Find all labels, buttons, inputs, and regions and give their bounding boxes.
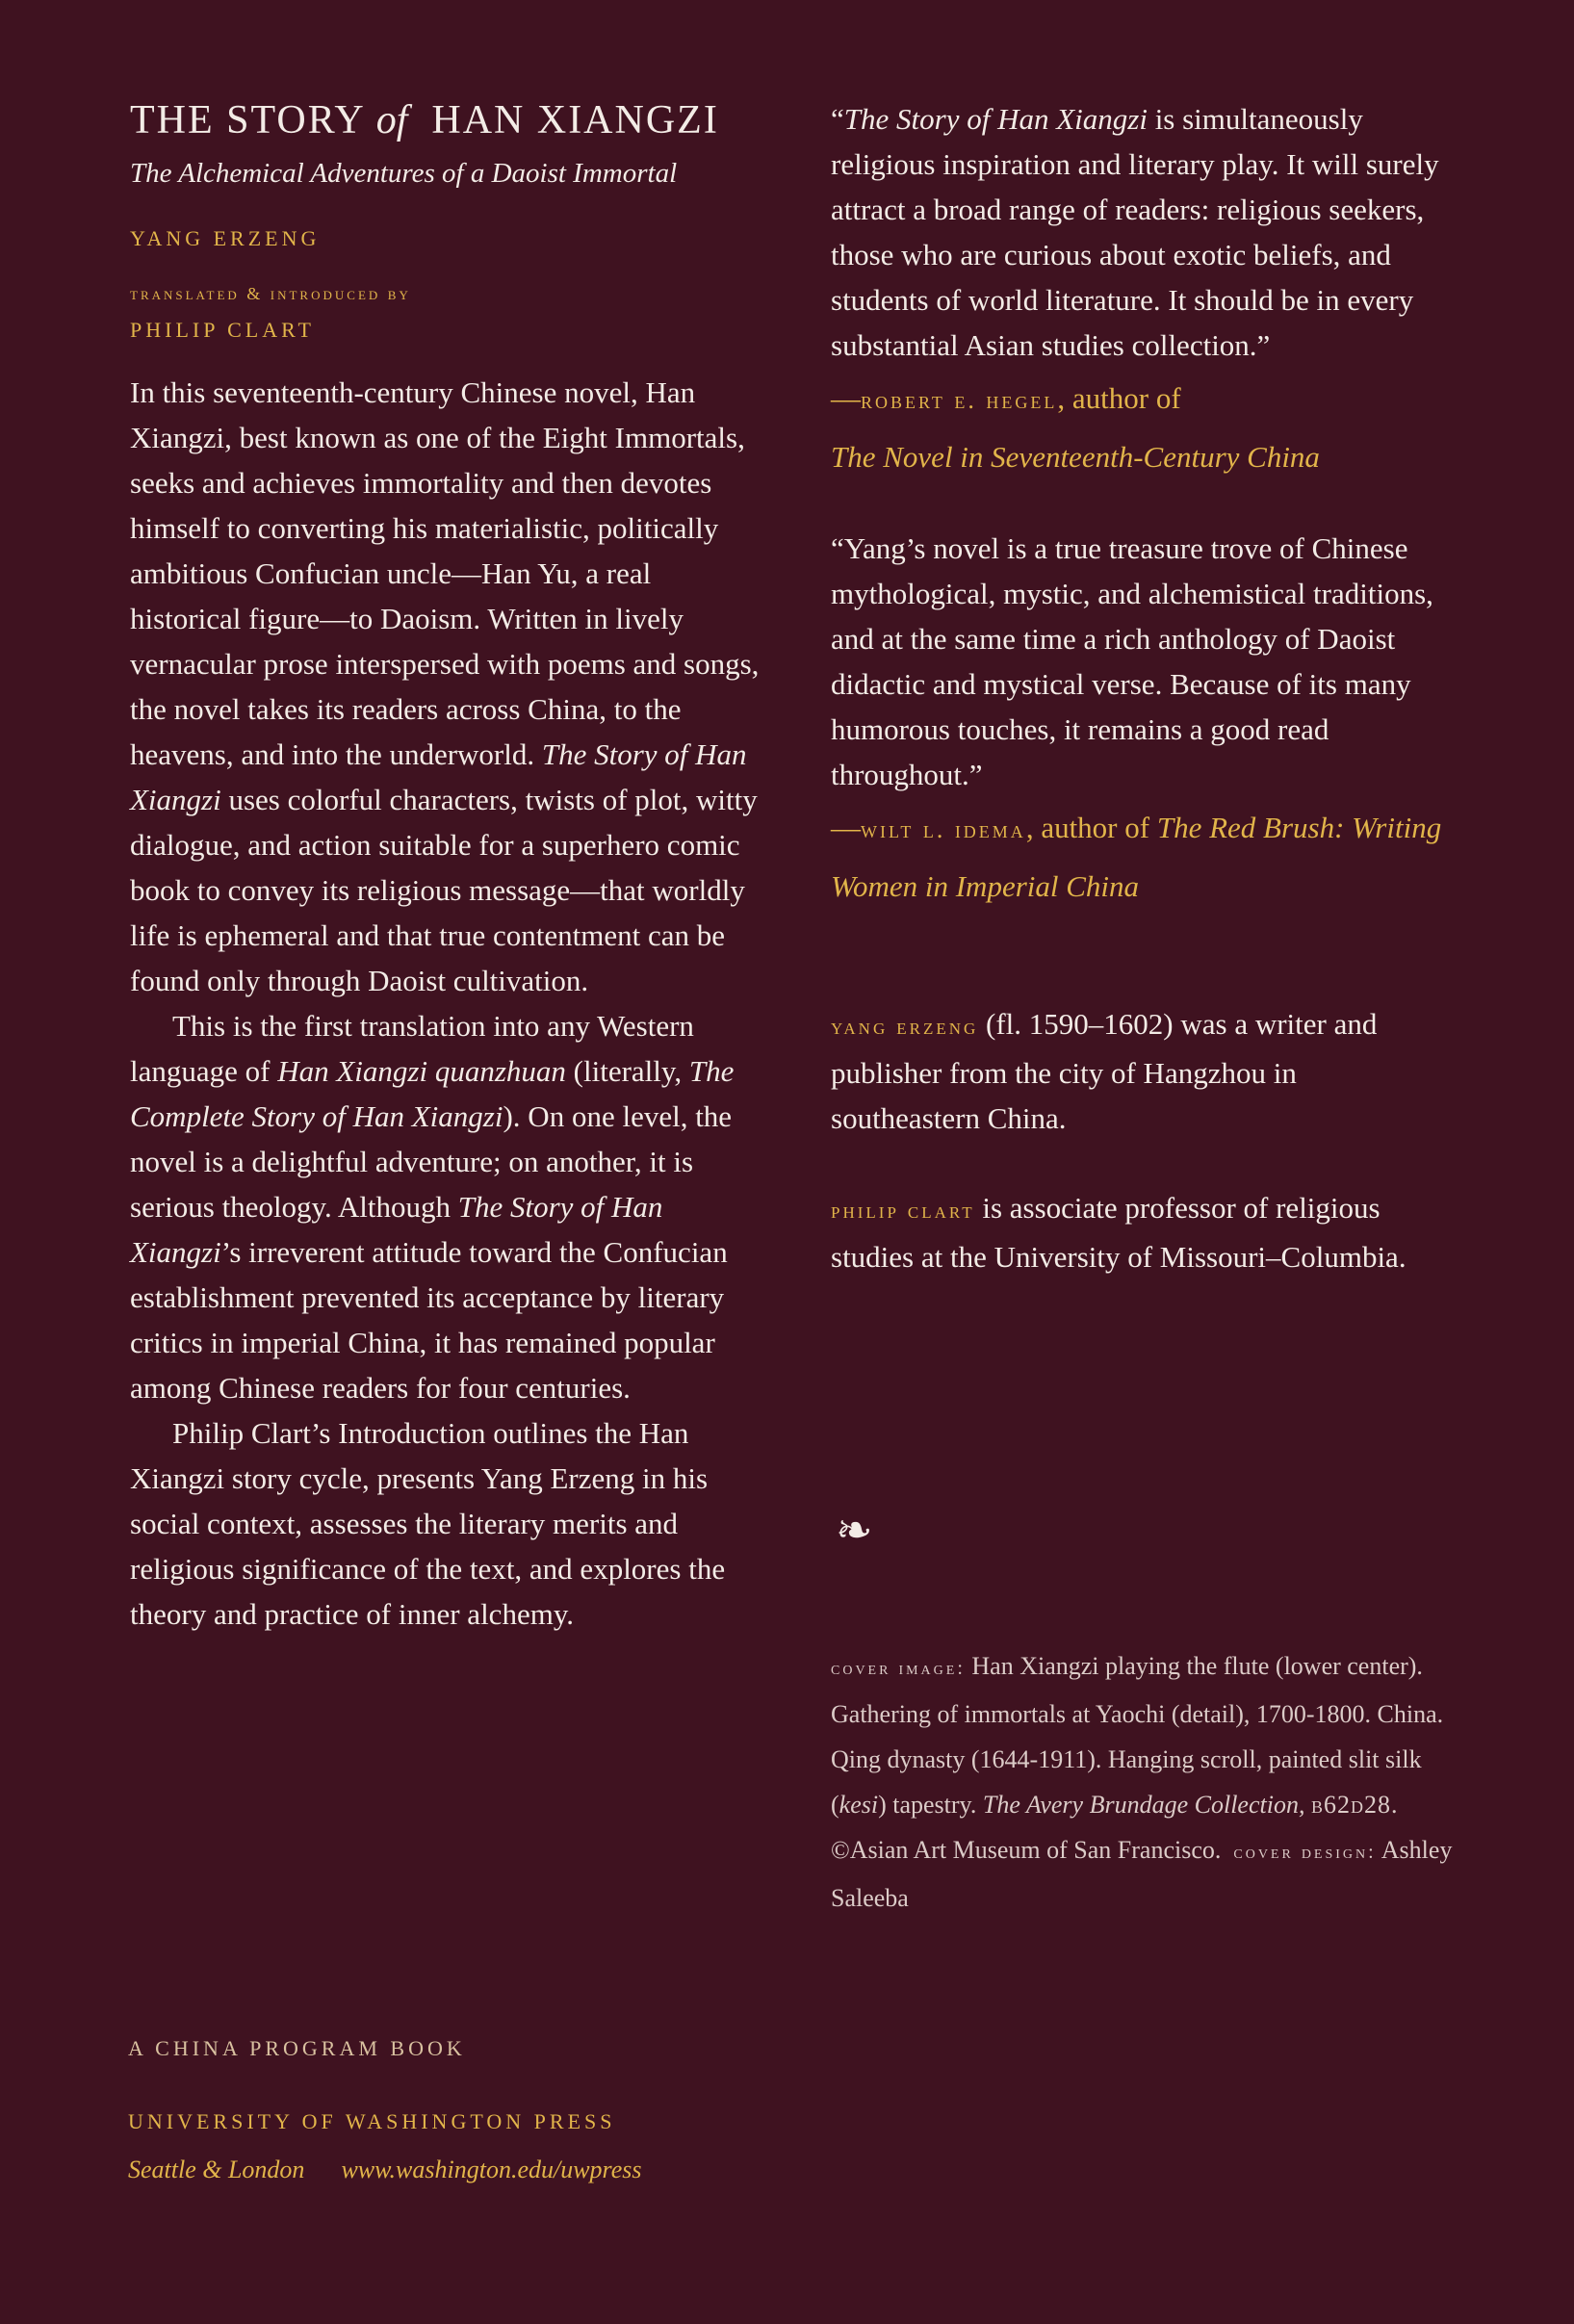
translated-by-label: translated & introduced by bbox=[130, 284, 411, 304]
description-paragraph-1: In this seventeenth-century Chinese novel, Han Xiangzi, best known as one of the Eight Immortals, seeks and achieves immortality and then devotes himself to converting his materialistic, politically ambitious Confucian uncle—Han Yu, a real historical figure—to Daoism. Written in lively vernacular prose interspersed with poems and songs, the novel takes its readers across China, to the heavens, and into the underworld. The Story of Han Xiangzi uses colorful characters, twists of plot, witty dialogue, and action suitable for a superhero comic book to convey its religious message—that worldly life is ephemeral and that true contentment can be found only through Daoist cultivation. bbox=[130, 375, 760, 998]
left-column bbox=[130, 96, 765, 1637]
bio-philip-clart: philip clart is associate professor of religious studies at the University of Missouri–Columbia. bbox=[831, 1191, 1406, 1274]
blurb-attribution: —robert e. hegel, author of The Novel in Seventeenth-Century China bbox=[831, 381, 1320, 474]
book-subtitle: The Alchemical Adventures of a Daoist Immortal bbox=[130, 158, 678, 190]
blurb-quote: “The Story of Han Xiangzi is simultaneously religious inspiration and literary play. It will surely attract a broad range of readers: religious seekers, those who are curious about exotic beliefs, and students of world literature. It should be in every substantial Asian studies collection.” bbox=[831, 102, 1439, 362]
publisher-name: UNIVERSITY OF WASHINGTON PRESS bbox=[128, 2109, 616, 2133]
translator-name: PHILIP CLART bbox=[130, 318, 315, 343]
publisher-city: Seattle & London bbox=[128, 2156, 305, 2183]
title-of: of bbox=[375, 98, 408, 142]
author-name: YANG ERZENG bbox=[130, 226, 321, 251]
description-paragraph-2: This is the first translation into any Western language of Han Xiangzi quanzhuan (literally, The Complete Story of Han Xiangzi). On one level, the novel is a delightful adventure; on another, it is serious theology. Although The Story of Han Xiangzi’s irreverent attitude toward the Confucian establishment prevented its acceptance by literary critics in imperial China, it has remained popular among Chinese readers for four centuries. bbox=[130, 1009, 735, 1406]
fleuron-ornament-icon: ❧ bbox=[836, 1506, 873, 1555]
title-part-1: THE STORY bbox=[130, 98, 365, 142]
publisher-footer bbox=[128, 2036, 802, 2184]
series-name: A CHINA PROGRAM BOOK bbox=[128, 2036, 466, 2060]
publisher-location-line bbox=[128, 2156, 802, 2184]
book-description bbox=[130, 370, 765, 1637]
book-title bbox=[130, 96, 765, 144]
cover-credits: cover image: Han Xiangzi playing the flute (lower center). Gathering of immortals at Yaochi (detail), 1700-1800. China. Qing dynasty (1644-1911). Hanging scroll, painted slit silk (kesi) tapestry. The Avery Brundage Collection, b62d28. ©Asian Art Museum of San Francisco. cover design: Ashley Saleeba bbox=[831, 1652, 1453, 1912]
right-column bbox=[831, 96, 1447, 1279]
bio-yang-erzeng: yang erzeng (fl. 1590–1602) was a writer and publisher from the city of Hangzhou in southeastern China. bbox=[831, 1007, 1378, 1135]
blurb-quote: “Yang’s novel is a true treasure trove of Chinese mythological, mystic, and alchemistical traditions, and at the same time a rich anthology of Daoist didactic and mystical verse. Because of its many humorous touches, it remains a good read throughout.” bbox=[831, 531, 1433, 791]
description-paragraph-3: Philip Clart’s Introduction outlines the Han Xiangzi story cycle, presents Yang Erzeng in his social context, assesses the literary merits and religious significance of the text, and explores the theory and practice of inner alchemy. bbox=[130, 1416, 726, 1632]
blurb-idema bbox=[831, 526, 1447, 915]
title-part-2: HAN XIANGZI bbox=[431, 98, 719, 142]
publisher-url[interactable]: www.washington.edu/uwpress bbox=[341, 2156, 642, 2183]
blurb-attribution: —wilt l. idema, author of The Red Brush: Writing Women in Imperial China bbox=[831, 811, 1442, 903]
blurb-hegel bbox=[831, 96, 1447, 485]
